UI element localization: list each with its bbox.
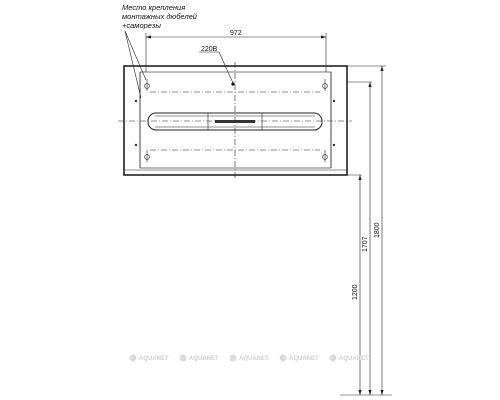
voltage-label: 220В (201, 46, 218, 53)
watermark-logo-icon (180, 355, 187, 362)
dimension-1800-label: 1800 (374, 222, 381, 238)
watermark-logo-icon (230, 355, 237, 362)
dimension-width-label: 972 (230, 30, 242, 37)
watermark-logo-icon (330, 355, 337, 362)
watermark-text: AQUANET (339, 356, 369, 362)
watermark-logo-icon (130, 355, 137, 362)
watermark-text: AQUANET (139, 356, 169, 362)
dimension-1707-label: 1707 (362, 236, 369, 252)
callout-line-3: +саморезы (122, 21, 161, 30)
callout-line-1: Место крепления (122, 3, 186, 12)
watermark-row (130, 355, 370, 363)
light-fixture (148, 113, 322, 130)
callout-line-2: монтажных дюбелей (122, 12, 197, 21)
watermark-text: AQUANET (289, 356, 319, 362)
watermark-text: AQUANET (239, 356, 269, 362)
callout-leaders (125, 31, 146, 98)
dimension-1200-label: 1200 (352, 284, 359, 300)
watermark-logo-icon (280, 355, 287, 362)
watermark-text: AQUANET (189, 356, 219, 362)
